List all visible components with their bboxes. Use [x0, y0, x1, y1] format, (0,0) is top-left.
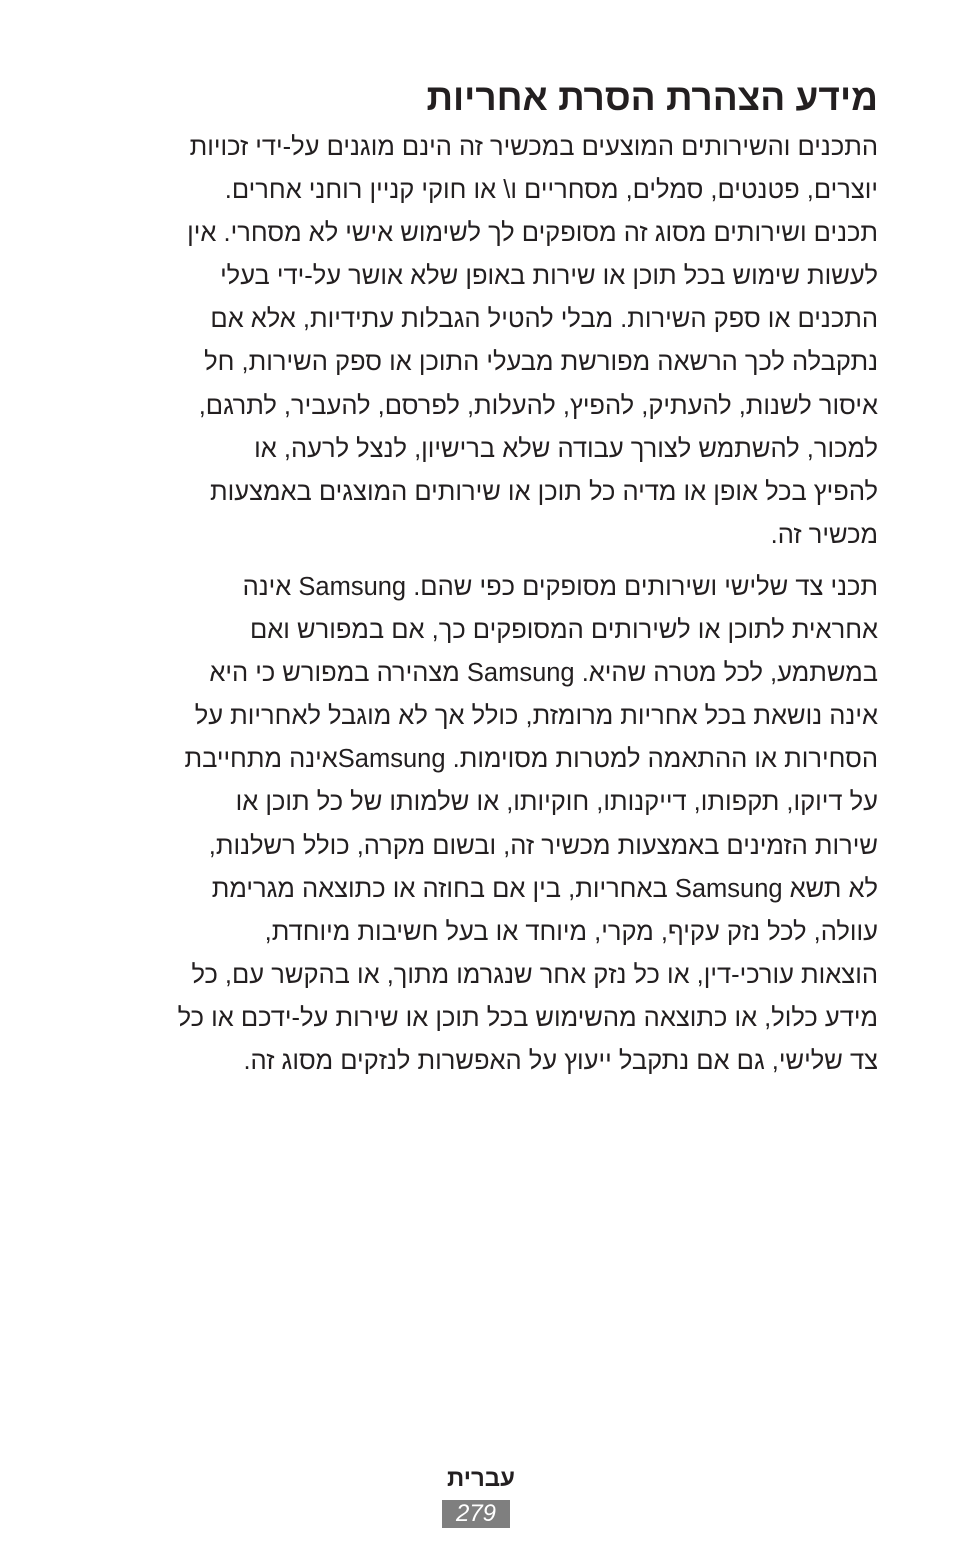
text-line: לעשות שימוש בכל תוכן או שירות באופן שלא אושר על-ידי בעלי: [220, 262, 878, 291]
text-line: הסחירות או ההתאמה למטרות מסוימות. Samsungאינה מתחייבת: [184, 745, 878, 774]
text-line: תכנים ושירותים מסוג זה מסופקים לך לשימוש אישי לא מסחרי. אין: [187, 219, 878, 248]
text-line: להפיץ בכל אופן או מדיה כל תוכן או שירותים המוצגים באמצעות: [210, 477, 878, 506]
text-line: תכני צד שלישי ושירותים מסופקים כפי שהם. Samsung אינה: [242, 572, 878, 601]
text-line: מכשיר זה.: [770, 520, 878, 549]
text-line: התכנים או ספק השירות. מבלי להטיל הגבלות עתידיות, אלא אם: [210, 305, 878, 334]
language-label: עברית: [446, 1465, 515, 1492]
text-line: לא תשא Samsung באחריות, בין אם בחוזה או כתוצאה מגרימת: [211, 874, 878, 903]
text-line: עוולה, לכל נזק עקיף, מקרי, מיוחד או בעל חשיבות מיוחדת,: [264, 917, 878, 946]
text-line: על דיוקו, תקפותו, דייקנותו, חוקיותו, או שלמותו של כל תוכן או: [235, 788, 878, 817]
page-footer: [0, 1462, 954, 1528]
paragraph-content-protection: [68, 126, 878, 557]
text-line: איסור לשנות, להעתיק, להפיץ, להעלות, לפרסם, להעביר, לתרגם,: [198, 391, 878, 420]
text-line: נתקבלה לכך הרשאה מפורשת מבעלי התוכן או ספק השירות, חל: [204, 348, 878, 377]
text-line: במשתמע, לכל מטרה שהיא. Samsung מצהירה במפורש כי היא: [209, 659, 878, 688]
paragraph-third-party-disclaimer: [68, 566, 878, 1083]
text-line: אחראית לתוכן או לשירותים המסופקים כך, אם במפורש ואם: [249, 616, 878, 645]
page-number-badge: 279: [442, 1500, 510, 1528]
text-line: שירות הזמינים באמצעות מכשיר זה, ובשום מקרה, כולל רשלנות,: [208, 831, 878, 860]
text-line: צד שלישי, גם אם נתקבל ייעוץ על האפשרות לנזקים מסוג זה.: [243, 1046, 878, 1075]
text-line: יוצרים, פטנטים, סמלים, מסחריים ו\ או חוקי קניין רוחני אחרים.: [224, 176, 878, 205]
text-line: למכור, להשתמש לצורך עבודה שלא ברישיון, לנצל לרעה, או: [254, 434, 878, 463]
text-line: הוצאות עורכי-דין, או כל נזק אחר שנגרמו מתוך, או בהקשר עם, כל: [191, 960, 878, 989]
text-line: התכנים והשירותים המוצעים במכשיר זה הינם מוגנים על-ידי זכויות: [189, 133, 878, 161]
text-line: אינה נושאת בכל אחריות מרומזת, כולל אך לא מוגבל לאחריות על: [194, 702, 878, 731]
page-title: מידע הצהרת הסרת אחריות: [426, 77, 878, 118]
text-line: מידע כלול, או כתוצאה מהשימוש בכל תוכן או שירות על-ידכם או כל: [177, 1003, 878, 1032]
disclaimer-section: [68, 72, 878, 1083]
